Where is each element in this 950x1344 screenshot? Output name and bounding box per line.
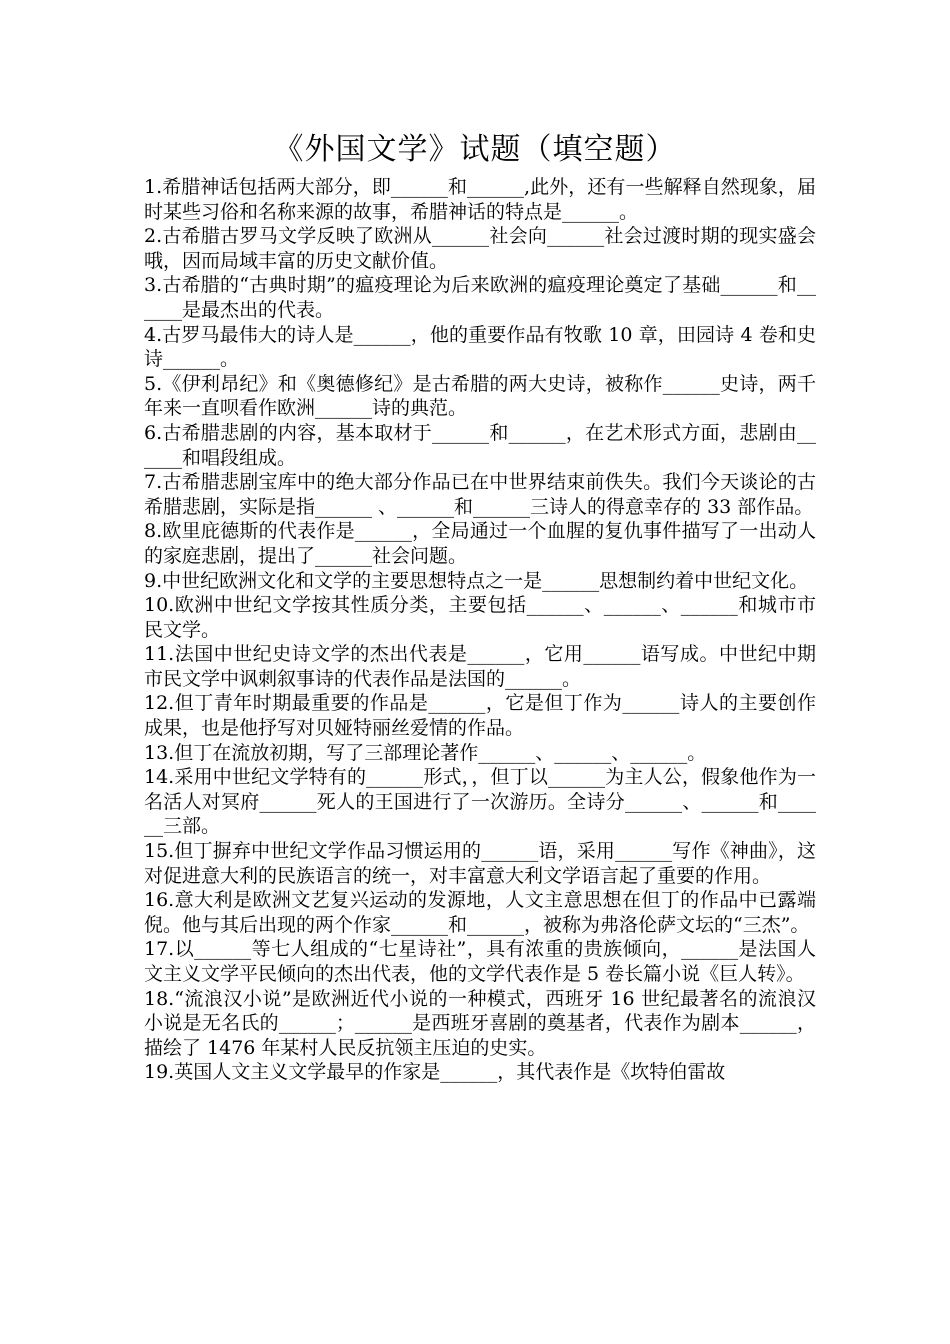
question-17: 17.以______等七人组成的“七星诗社”，具有浓重的贵族倾向，______是法国人文主义文学平民倾向的杰出代表，他的文学代表作是 5 卷长篇小说《巨人转》。 [144, 938, 816, 985]
question-6: 6.古希腊悲剧的内容，基本取材于______和______，在艺术形式方面，悲剧由______和唱段组成。 [144, 421, 816, 469]
question-9: 9.中世纪欧洲文化和文学的主要思想特点之一是______思想制约着中世纪文化。 [144, 569, 809, 592]
question-16: 16.意大利是欧洲文艺复兴运动的发源地，人文主意思想在但丁的作品中已露端倪。他与其后出现的两个作家______和______，被称为弗洛伦萨文坛的“三杰”。 [144, 889, 816, 936]
question-11: 11.法国中世纪史诗文学的杰出代表是______，它用______语写成。中世纪中期市民文学中讽刺叙事诗的代表作品是法国的______。 [144, 643, 816, 690]
question-10: 10.欧洲中世纪文学按其性质分类，主要包括______、______、______和城市市民文学。 [144, 594, 816, 641]
question-18: 18.“流浪汉小说”是欧洲近代小说的一种模式，西班牙 16 世纪最著名的流浪汉小说是无名氏的______；______是西班牙喜剧的奠基者，代表作为剧本______，描绘了 1476 年某村人民反抗领主压迫的史实。 [144, 987, 816, 1059]
question-12: 12.但丁青年时期最重要的作品是______，它是但丁作为______诗人的主要创作成果，也是他抒写对贝娅特丽丝爱情的作品。 [144, 692, 816, 740]
question-5: 5.《伊利昂纪》和《奥德修纪》是古希腊的两大史诗，被称作______史诗，两千年来一直呗看作欧洲______诗的典范。 [144, 372, 816, 420]
question-2: 2.古希腊古罗马文学反映了欧洲从______社会向______社会过渡时期的现实盛会哦，因而局域丰富的历史文献价值。 [144, 225, 816, 272]
question-7: 7.古希腊悲剧宝库中的绝大部分作品已在中世界结束前佚失。我们今天谈论的古希腊悲剧，实际是指______ 、______和______三诗人的得意幸存的 33 部作品。 [144, 471, 816, 518]
question-4: 4.古罗马最伟大的诗人是______，他的重要作品有牧歌 10 章，田园诗 4 卷和史诗______。 [144, 323, 816, 371]
document-title: 《外国文学》试题（填空题） [273, 132, 677, 167]
question-13: 13.但丁在流放初期，写了三部理论著作______、______、______。 [144, 741, 707, 764]
question-15: 15.但丁摒弃中世纪文学作品习惯运用的______语，采用______写作《神曲》，这对促进意大利的民族语言的统一，对丰富意大利文学语言起了重要的作用。 [144, 840, 816, 887]
question-8: 8.欧里庇德斯的代表作是______，全局通过一个血腥的复仇事件描写了一出动人的家庭悲剧，提出了______社会问题。 [144, 520, 816, 567]
question-14: 14.采用中世纪文学特有的______形式，，但丁以______为主人公，假象他作为一名活人对冥府______死人的王国进行了一次游历。全诗分______、______和______三部。 [144, 766, 816, 838]
question-list [144, 175, 816, 1085]
question-3: 3.古希腊的“古典时期”的瘟疫理论为后来欧洲的瘟疫理论奠定了基础______和______是最杰出的代表。 [144, 274, 816, 321]
question-1: 1.希腊神话包括两大部分，即______和______,此外，还有一些解释自然现象，届时某些习俗和名称来源的故事，希腊神话的特点是______。 [144, 176, 816, 223]
question-19: 19.英国人文主义文学最早的作家是______，其代表作是《坎特伯雷故 [144, 1061, 726, 1084]
